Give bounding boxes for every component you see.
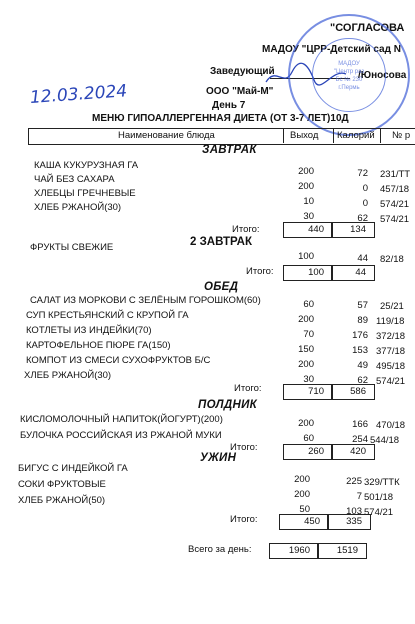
lunch-item-recipe: 372/18 xyxy=(376,331,406,342)
lunch-total-calories: 586 xyxy=(350,386,366,397)
breakfast-item-calories: 0 xyxy=(362,198,368,209)
breakfast2-item-calories: 44 xyxy=(357,253,368,264)
breakfast-total-yield: 440 xyxy=(308,224,324,235)
breakfast2-total-calories: 44 xyxy=(355,267,366,278)
dinner-item-recipe: 501/18 xyxy=(364,492,394,503)
breakfast-item-recipe: 457/18 xyxy=(380,184,410,195)
breakfast2-item-yield: 100 xyxy=(298,251,314,262)
day-total-label: Всего за день: xyxy=(188,544,252,555)
section-dinner: УЖИН xyxy=(200,452,237,464)
dinner-item-yield: 50 xyxy=(299,504,310,515)
approved-title: "СОГЛАСОВА xyxy=(330,22,405,34)
column-yield-header: Выход xyxy=(290,130,319,141)
handwritten-date: 12.03.2024 xyxy=(29,81,128,108)
breakfast2-item-recipe: 82/18 xyxy=(380,254,404,265)
snack-item-recipe: 544/18 xyxy=(370,435,400,446)
snack-item-yield: 200 xyxy=(298,418,314,429)
section-breakfast: ЗАВТРАК xyxy=(202,144,257,156)
dinner-item-calories: 103 xyxy=(346,506,362,517)
lunch-item-recipe: 574/21 xyxy=(376,376,406,387)
lunch-item-calories: 57 xyxy=(357,300,368,311)
breakfast2-total-label: Итого: xyxy=(246,266,274,277)
snack-total-calories: 420 xyxy=(350,446,366,457)
breakfast-item-yield: 200 xyxy=(298,166,314,177)
dinner-item-recipe: 329/ТТК xyxy=(364,477,400,488)
section-snack: ПОЛДНИК xyxy=(198,399,258,411)
head-label: Заведующий xyxy=(210,66,275,77)
lunch-item-recipe: 25/21 xyxy=(380,301,404,312)
lunch-item-name: КОТЛЕТЫ ИЗ ИНДЕЙКИ(70) xyxy=(26,325,152,336)
menu-title: МЕНЮ ГИПОАЛЛЕРГЕННАЯ ДИЕТА (ОТ 3-7 ЛЕТ)10Д xyxy=(92,113,349,124)
day-total-yield: 1960 xyxy=(288,545,310,556)
lunch-item-name: КАРТОФЕЛЬНОЕ ПЮРЕ ГА(150) xyxy=(26,340,171,351)
lunch-item-calories: 49 xyxy=(357,360,368,371)
lunch-item-calories: 176 xyxy=(352,330,368,341)
column-name-header: Наименование блюда xyxy=(118,130,215,141)
breakfast-item-name: ХЛЕБЦЫ ГРЕЧНЕВЫЕ xyxy=(34,188,136,199)
lunch-item-calories: 62 xyxy=(357,375,368,386)
breakfast2-total-yield: 100 xyxy=(308,267,324,278)
dinner-item-recipe: 574/21 xyxy=(364,507,394,518)
snack-item-calories: 166 xyxy=(352,419,368,430)
snack-total-label: Итого: xyxy=(230,442,258,453)
lunch-item-recipe: 377/18 xyxy=(376,346,406,357)
lunch-item-calories: 153 xyxy=(352,345,368,356)
breakfast-item-recipe: 231/ТТ xyxy=(380,169,411,180)
breakfast-item-recipe: 574/21 xyxy=(380,214,410,225)
organization-stamp: МАДОУ "Центр раз Бс № 230 г.Пермь xyxy=(288,14,410,136)
lunch-item-recipe: 119/18 xyxy=(376,316,405,327)
snack-item-yield: 60 xyxy=(303,433,314,444)
dinner-item-name: ХЛЕБ РЖАНОЙ(50) xyxy=(18,495,106,506)
dinner-item-name: БИГУС С ИНДЕЙКОЙ ГА xyxy=(18,463,128,474)
section-lunch: ОБЕД xyxy=(204,281,239,293)
dinner-item-calories: 7 xyxy=(356,491,362,502)
lunch-item-yield: 70 xyxy=(303,329,314,340)
lunch-total-yield: 710 xyxy=(308,386,324,397)
lunch-total-label: Итого: xyxy=(234,383,262,394)
lunch-item-recipe: 495/18 xyxy=(376,361,406,372)
dinner-item-yield: 200 xyxy=(294,474,310,485)
snack-item-recipe: 470/18 xyxy=(376,420,406,431)
dinner-total-calories: 335 xyxy=(346,516,362,527)
snack-item-calories: 254 xyxy=(352,434,368,445)
breakfast-item-recipe: 574/21 xyxy=(380,199,410,210)
breakfast-item-name: ХЛЕБ РЖАНОЙ(30) xyxy=(34,202,122,213)
breakfast-total-label: Итого: xyxy=(232,224,260,235)
lunch-item-yield: 30 xyxy=(303,374,314,385)
dinner-item-yield: 200 xyxy=(294,489,310,500)
column-recipe-header: № р xyxy=(392,130,411,141)
breakfast-item-yield: 200 xyxy=(298,181,314,192)
head-name: /Юносова xyxy=(358,70,407,81)
dinner-item-calories: 225 xyxy=(346,476,362,487)
company-name: ООО "Май-М" xyxy=(206,86,274,97)
lunch-item-yield: 200 xyxy=(298,314,314,325)
dinner-total-yield: 450 xyxy=(304,516,320,527)
dinner-item-name: СОКИ ФРУКТОВЫЕ xyxy=(18,479,106,490)
breakfast-item-calories: 0 xyxy=(362,183,368,194)
lunch-item-calories: 89 xyxy=(357,315,368,326)
breakfast-item-yield: 10 xyxy=(303,196,314,207)
lunch-item-yield: 200 xyxy=(298,359,314,370)
breakfast-item-name: КАША КУКУРУЗНАЯ ГА xyxy=(34,160,139,171)
breakfast-total-calories: 134 xyxy=(350,224,366,235)
snack-item-name: БУЛОЧКА РОССИЙСКАЯ ИЗ РЖАНОЙ МУКИ xyxy=(20,430,222,441)
breakfast-item-calories: 72 xyxy=(357,168,368,179)
section-breakfast2: 2 ЗАВТРАК xyxy=(190,236,252,248)
breakfast-item-yield: 30 xyxy=(303,211,314,222)
lunch-item-name: СУП КРЕСТЬЯНСКИЙ С КРУПОЙ ГА xyxy=(26,310,189,321)
snack-item-name: КИСЛОМОЛОЧНЫЙ НАПИТОК(ЙОГУРТ)(200) xyxy=(20,414,223,425)
day-total-calories: 1519 xyxy=(336,545,358,556)
breakfast-item-name: ЧАЙ БЕЗ САХАРА xyxy=(34,174,115,185)
snack-total-yield: 260 xyxy=(308,446,324,457)
organization-name: МАДОУ "ЦРР-Детский сад N xyxy=(262,44,401,55)
lunch-item-name: САЛАТ ИЗ МОРКОВИ С ЗЕЛЁНЫМ ГОРОШКОМ(60) xyxy=(30,295,261,306)
breakfast-item-calories: 62 xyxy=(357,213,368,224)
lunch-item-name: ХЛЕБ РЖАНОЙ(30) xyxy=(24,370,112,381)
dinner-total-label: Итого: xyxy=(230,514,258,525)
breakfast2-item-name: ФРУКТЫ СВЕЖИЕ xyxy=(30,242,114,253)
column-calories-header: Калорий xyxy=(337,130,375,141)
day-label: День 7 xyxy=(212,100,246,111)
lunch-item-yield: 60 xyxy=(303,299,314,310)
lunch-item-yield: 150 xyxy=(298,344,314,355)
lunch-item-name: КОМПОТ ИЗ СМЕСИ СУХОФРУКТОВ Б/С xyxy=(26,355,211,366)
